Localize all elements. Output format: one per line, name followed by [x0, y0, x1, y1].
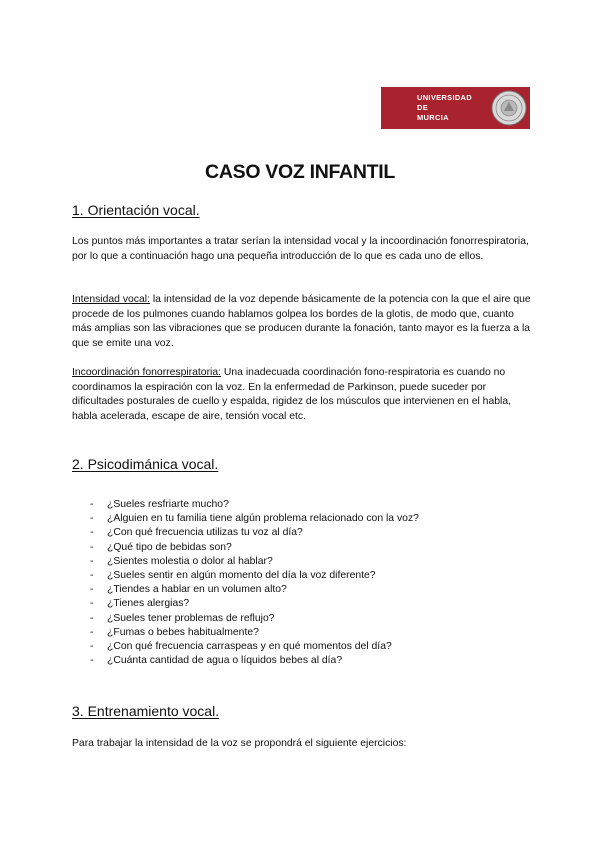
question-text: ¿Con qué frecuencia utilizas tu voz al día? — [107, 527, 303, 539]
question-list — [72, 498, 419, 668]
list-dash: - — [90, 527, 94, 539]
list-dash: - — [90, 584, 94, 596]
list-dash: - — [90, 641, 94, 653]
page-title: CASO VOZ INFANTIL — [205, 161, 395, 183]
university-logo — [381, 87, 530, 129]
list-item — [72, 541, 419, 555]
list-item — [72, 512, 419, 526]
question-text: ¿Sientes molestia o dolor al hablar? — [107, 555, 273, 567]
question-text: ¿Sueles tener problemas de reflujo? — [107, 612, 275, 624]
question-text: ¿Alguien en tu familia tiene algún problema relacionado con la voz? — [107, 513, 419, 525]
logo-text — [417, 93, 475, 123]
question-text: ¿Tiendes a hablar en un volumen alto? — [107, 584, 287, 596]
term-intensidad-vocal — [72, 293, 532, 352]
list-item — [72, 612, 419, 626]
list-item — [72, 498, 419, 512]
term-label: Incoordinación fonorrespiratoria: — [72, 367, 222, 378]
list-dash: - — [90, 626, 94, 638]
question-text: ¿Tienes alergias? — [107, 598, 190, 610]
list-item — [72, 583, 419, 597]
question-text: ¿Sueles resfriarte mucho? — [107, 499, 229, 510]
list-item — [72, 526, 419, 540]
term-label: Intensidad vocal: — [72, 294, 150, 305]
list-dash: - — [90, 499, 94, 510]
list-dash: - — [90, 598, 94, 610]
list-dash: - — [90, 541, 94, 553]
section-heading-orientacion: 1. Orientación vocal. — [72, 202, 200, 218]
list-dash: - — [90, 555, 94, 567]
list-item — [72, 654, 419, 668]
section-heading-entrenamiento: 3. Entrenamiento vocal. — [72, 703, 220, 719]
term-incoordinacion — [72, 366, 532, 425]
question-text: ¿Con qué frecuencia carraspeas y en qué momentos del día? — [107, 641, 392, 653]
university-seal-icon — [490, 89, 528, 127]
list-item — [72, 555, 419, 569]
list-dash: - — [90, 570, 94, 582]
section-3-intro: Para trabajar la intensidad de la voz se propondrá el siguiente ejercicios: — [72, 738, 407, 749]
question-text: ¿Fumas o bebes habitualmente? — [107, 626, 259, 638]
question-text: ¿Sueles sentir en algún momento del día la voz diferente? — [107, 570, 376, 582]
list-item — [72, 569, 419, 583]
term-text: Una inadecuada coordinación fono-respiratoria es cuando no coordinamos la espiración con la voz. En la enfermedad de Parkinson, puede suceder por dificultades posturales de cuello y espalda, rigidez de los músculos que intervienen en el habla, habla acelerada, escape de aire, tensión vocal etc. — [72, 367, 511, 423]
list-dash: - — [90, 612, 94, 624]
term-text: la intensidad de la voz depende básicamente de la potencia con la que el aire que procede de los pulmones cuando hablamos golpea los bordes de la glotis, de modo que, cuanto más amplias son las vibraciones que se producen durante la fonación, tanto mayor es la fuerza a la que se emite una voz. — [72, 294, 531, 350]
list-dash: - — [90, 513, 94, 525]
logo-line-1: UNIVERSIDAD DE — [417, 93, 472, 112]
list-item — [72, 597, 419, 611]
list-item — [72, 640, 419, 654]
section-heading-psicodimanica: 2. Psicodimánica vocal. — [72, 456, 219, 472]
question-text: ¿Qué tipo de bebidas son? — [107, 541, 232, 553]
section-1-intro: Los puntos más importantes a tratar serían la intensidad vocal y la incoordinación fonorrespiratoria, por lo que a continuación hago una pequeña introducción de lo que es cada uno de ellos. — [72, 236, 529, 262]
logo-line-2: MURCIA — [417, 113, 449, 122]
list-dash: - — [90, 655, 94, 667]
list-item — [72, 626, 419, 640]
question-text: ¿Cuánta cantidad de agua o líquidos bebes al día? — [107, 655, 343, 667]
